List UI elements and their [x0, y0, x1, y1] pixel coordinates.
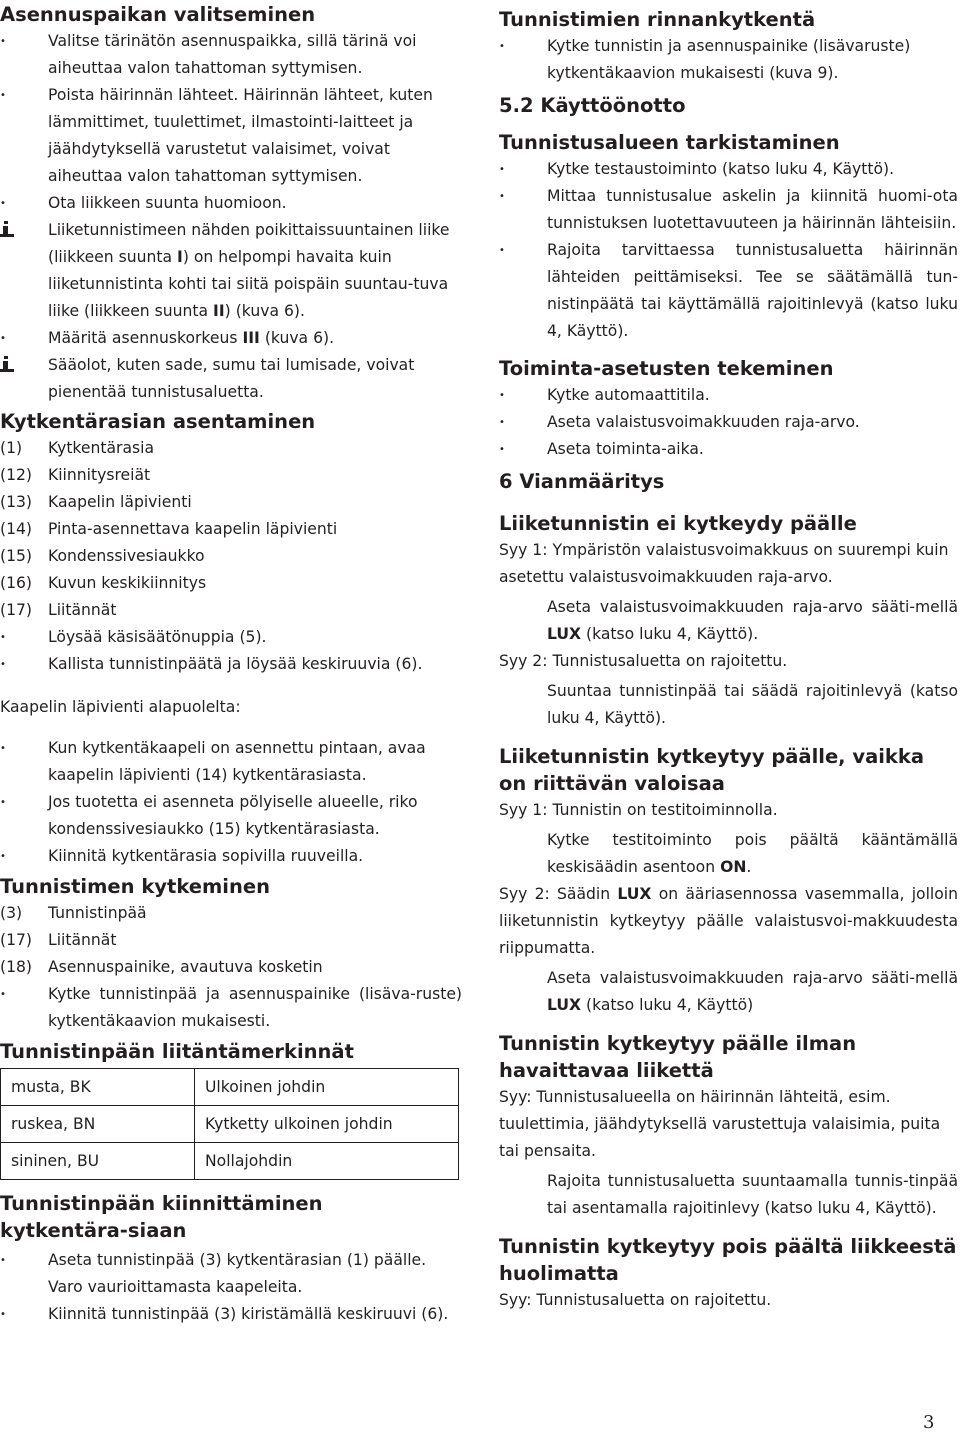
list-item: • Aseta tunnistinpää (3) kytkentärasian (1) päälle. Varo vaurioittamasta kaapeleita. [0, 1247, 462, 1301]
cause-text: Syy: Tunnistusaluetta on rajoitettu. [499, 1291, 772, 1309]
remedy-text: Kytke testitoiminto pois päältä kääntämällä keskisäädin asentoon ON. [547, 831, 958, 876]
page-number: 3 [923, 1412, 935, 1433]
heading-junction-box: Kytkentärasian asentaminen [0, 410, 316, 433]
remedy-text: Aseta valaistusvoimakkuuden raja-arvo sääti-mellä LUX (katso luku 4, Käyttö). [547, 598, 958, 643]
table-row: ruskea, BN Kytketty ulkoinen johdin [1, 1106, 459, 1143]
heading-function-settings: Toiminta-asetusten tekeminen [499, 357, 834, 380]
heading-switches-off: Tunnistin kytkeytyy pois päältä liikkeestä huolimatta [499, 1235, 957, 1285]
list-item: (17) Liitännät [0, 931, 117, 949]
cause-text: Syy 1: Ympäristön valaistusvoimakkuus on suurempi kuin asetettu valaistusvoimakkuuden raja-arvo. [499, 541, 949, 586]
list-item: (1) Kytkentärasia [0, 439, 155, 457]
list-item: • Rajoita tarvittaessa tunnistusaluetta häirinnän lähteiden peittämiseksi. Tee se säätämällä tun-nistinpäätä tai käyttämällä rajoitinlevyä (katso luku 4, Käyttö). [499, 237, 958, 345]
list-item: • Ota liikkeen suunta huomioon. [0, 190, 462, 217]
list-item: (16) Kuvun keskikiinnitys [0, 574, 207, 592]
info-icon [0, 221, 14, 237]
heading-switches-on-bright: Liiketunnistin kytkeytyy päälle, vaikka on riittävän valoisaa [499, 745, 925, 795]
cause-text: Syy: Tunnistusalueella on häirinnän lähteitä, esim. tuulettimia, jäähdytyksellä varustettuja valaisimia, puita tai pensaita. [499, 1088, 941, 1160]
cause-text: Syy 2: Säädin LUX on ääriasennossa vasemmalla, jolloin liiketunnistin kytkeytyy päälle valaistusvoi-makkuudesta riippumatta. [499, 885, 958, 957]
heading-switches-on-no-motion: Tunnistin kytkeytyy päälle ilman havaittavaa liikettä [499, 1032, 857, 1082]
list-item: • Kun kytkentäkaapeli on asennettu pintaan, avaa kaapelin läpivienti (14) kytkentärasiasta. [0, 735, 462, 789]
heading-install-location: Asennuspaikan valitseminen [0, 3, 316, 26]
list-item: • Kallista tunnistinpäätä ja löysää keskiruuvia (6). [0, 651, 462, 678]
heading-mount-sensor-head: Tunnistinpään kiinnittäminen kytkentära-siaan [0, 1192, 323, 1242]
list-item: (15) Kondenssivesiaukko [0, 547, 205, 565]
list-item: • Löysää käsisäätönuppia (5). [0, 624, 462, 651]
right-column [499, 0, 958, 1314]
list-item: • Aseta toiminta-aika. [499, 436, 958, 463]
list-item: • Kiinnitä tunnistinpää (3) kiristämällä keskiruuvi (6). [0, 1301, 462, 1328]
list-item: (12) Kiinnitysreiät [0, 466, 151, 484]
list-item: (3) Tunnistinpää [0, 904, 147, 922]
list-item: (13) Kaapelin läpivienti [0, 493, 192, 511]
parts-list-connect [0, 900, 462, 981]
list-item: • Kytke automaattitila. [499, 382, 958, 409]
parts-list-junction [0, 435, 462, 624]
info-note-direction: Liiketunnistimeen nähden poikittaissuuntainen liike (liikkeen suunta I) on helpompi havaita kuin liiketunnistinta kohti tai siitä poispäin suuntau-tuva liike (liikkeen suunta II) (kuva 6). [0, 217, 462, 325]
table-row: sininen, BU Nollajohdin [1, 1143, 459, 1180]
terminal-markings-table [0, 1068, 459, 1180]
list-item: • Valitse tärinätön asennuspaikka, sillä tärinä voi aiheuttaa valon tahattoman syttymisen. [0, 28, 462, 82]
list-item: • Mittaa tunnistusalue askelin ja kiinnitä huomi-ota tunnistuksen luotettavuuteen ja häirinnän lähteisiin. [499, 183, 958, 237]
remedy-text: Rajoita tunnistusaluetta suuntaamalla tunnis-tinpää tai asentamalla rajoitinlevy (katso luku 4, Käyttö). [547, 1172, 958, 1217]
list-item: • Jos tuotetta ei asenneta pölyiselle alueelle, riko kondenssivesiaukko (15) kytkentärasiasta. [0, 789, 462, 843]
heading-parallel-connection: Tunnistimien rinnankytkentä [499, 8, 816, 31]
install-bullets [0, 28, 462, 217]
list-item: • Kytke testaustoiminto (katso luku 4, Käyttö). [499, 156, 958, 183]
remedy-text: Suuntaa tunnistinpää tai säädä rajoitinlevyä (katso luku 4, Käyttö). [547, 682, 958, 727]
heading-not-switching-on: Liiketunnistin ei kytkeydy päälle [499, 512, 857, 535]
cause-text: Syy 1: Tunnistin on testitoiminnolla. [499, 801, 778, 819]
cable-entry-label: Kaapelin läpivienti alapuolelta: [0, 698, 241, 716]
list-item: • Kytke tunnistin ja asennuspainike (lisävaruste) kytkentäkaavion mukaisesti (kuva 9). [499, 33, 958, 87]
list-item: (18) Asennuspainike, avautuva kosketin [0, 958, 323, 976]
list-item: (14) Pinta-asennettava kaapelin läpivienti [0, 520, 338, 538]
heading-commissioning: 5.2 Käyttöönotto [499, 94, 686, 117]
list-item: • Poista häirinnän lähteet. Häirinnän lähteet, kuten lämmittimet, tuulettimet, ilmastointi-laitteet ja jäähdytyksellä varustetut valaisimet, voivat aiheuttaa valon tahattoman syttymisen. [0, 82, 462, 190]
heading-check-detection: Tunnistusalueen tarkistaminen [499, 131, 840, 154]
left-column [0, 0, 462, 1328]
table-row: musta, BK Ulkoinen johdin [1, 1069, 459, 1106]
remedy-text: Aseta valaistusvoimakkuuden raja-arvo sääti-mellä LUX (katso luku 4, Käyttö) [547, 969, 958, 1014]
list-item: • Kytke tunnistinpää ja asennuspainike (lisäva-ruste) kytkentäkaavion mukaisesti. [0, 981, 462, 1035]
info-note-weather: Sääolot, kuten sade, sumu tai lumisade, voivat pienentää tunnistusaluetta. [0, 352, 462, 406]
heading-troubleshooting: 6 Vianmääritys [499, 470, 665, 493]
heading-connect-sensor: Tunnistimen kytkeminen [0, 875, 270, 898]
info-icon [0, 356, 14, 372]
list-item: (17) Liitännät [0, 601, 117, 619]
heading-terminal-markings: Tunnistinpään liitäntämerkinnät [0, 1040, 354, 1063]
list-item: • Kiinnitä kytkentärasia sopivilla ruuveilla. [0, 843, 462, 870]
cause-text: Syy 2: Tunnistusaluetta on rajoitettu. [499, 652, 788, 670]
list-item: • Aseta valaistusvoimakkuuden raja-arvo. [499, 409, 958, 436]
list-item: • Määritä asennuskorkeus III (kuva 6). [0, 325, 462, 352]
